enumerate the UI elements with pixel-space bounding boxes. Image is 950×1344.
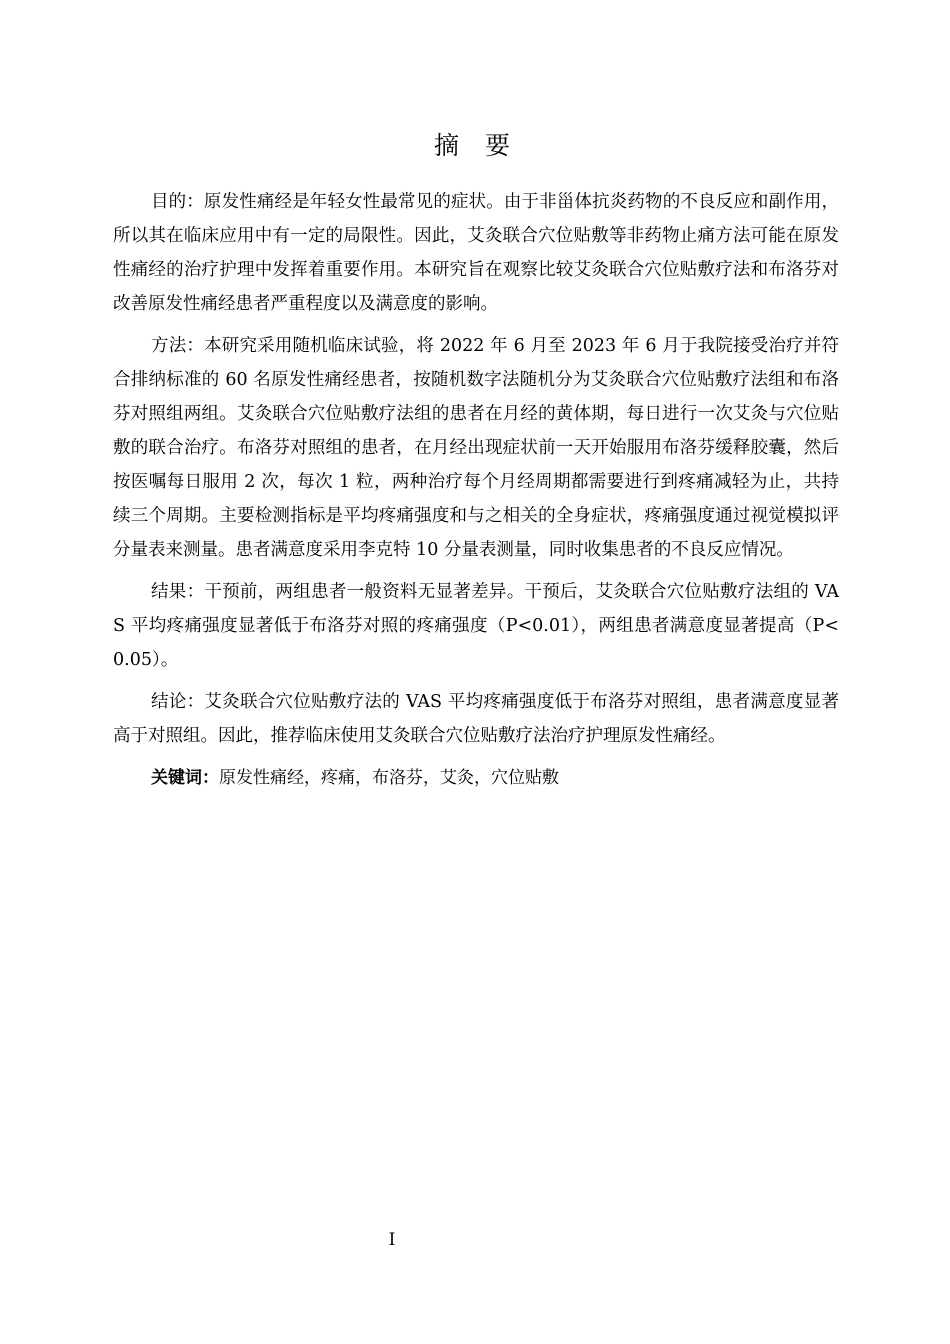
abstract-title: 摘要 <box>433 131 536 160</box>
page-number: I <box>388 1230 396 1250</box>
abstract-body <box>113 185 839 795</box>
paragraph-methods: 方法：本研究采用随机临床试验，将 2022 年 6 月至 2023 年 6 月于我院接受治疗并符合排纳标准的 60 名原发性痛经患者，按随机数字法随机分为艾灸联合穴位贴敷疗法组和布洛芬对照组两组。艾灸联合穴位贴敷疗法组的患者在月经的黄体期，每日进行一次艾灸与穴位贴敷的联合治疗。布洛芬对照组的患者，在月经出现症状前一天开始服用布洛芬缓释胶囊，然后按医嘱每日服用 2 次，每次 1 粒，两种治疗每个月经周期都需要进行到疼痛减轻为止，共持续三个周期。主要检测指标是平均疼痛强度和与之相关的全身症状，疼痛强度通过视觉模拟评分量表来测量。患者满意度采用李克特 10 分量表测量，同时收集患者的不良反应情况。 <box>113 336 839 560</box>
keywords-line <box>113 761 839 795</box>
keywords-value: 原发性痛经，疼痛，布洛芬，艾灸，穴位贴敷 <box>219 768 559 788</box>
paragraph-conclusion: 结论：艾灸联合穴位贴敷疗法的 VAS 平均疼痛强度低于布洛芬对照组，患者满意度显著高于对照组。因此，推荐临床使用艾灸联合穴位贴敷疗法治疗护理原发性痛经。 <box>113 692 839 746</box>
paragraph-objective: 目的：原发性痛经是年轻女性最常见的症状。由于非甾体抗炎药物的不良反应和副作用，所以其在临床应用中有一定的局限性。因此，艾灸联合穴位贴敷等非药物止痛方法可能在原发性痛经的治疗护理中发挥着重要作用。本研究旨在观察比较艾灸联合穴位贴敷疗法和布洛芬对改善原发性痛经患者严重程度以及满意度的影响。 <box>113 192 839 314</box>
keywords-label: 关键词： <box>151 768 219 788</box>
paragraph-results: 结果：干预前，两组患者一般资料无显著差异。干预后，艾灸联合穴位贴敷疗法组的 VAS 平均疼痛强度显著低于布洛芬对照的疼痛强度（P<0.01），两组患者满意度显著提高（P<0.05）。 <box>113 582 839 670</box>
